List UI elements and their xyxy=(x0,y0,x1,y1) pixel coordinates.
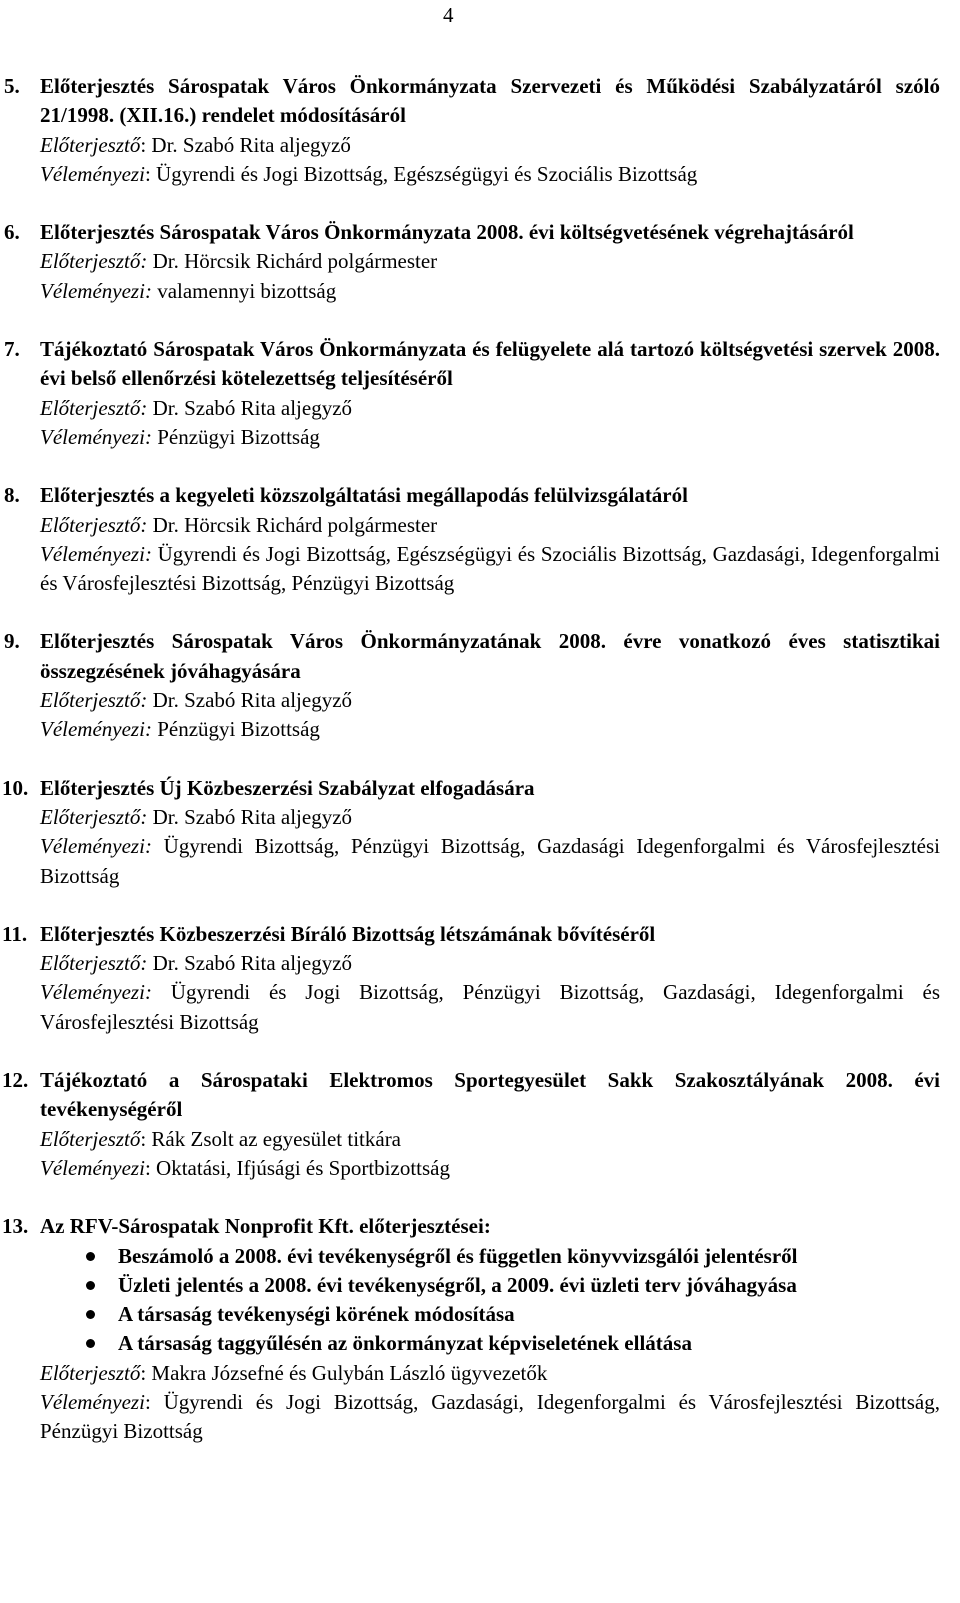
presenter-line xyxy=(40,803,940,832)
item-title: Előterjesztés Sárospatak Város Önkormányzatának 2008. évre vonatkozó éves statisztikai összegzésének jóváhagyására xyxy=(40,629,940,683)
item-number: 13. xyxy=(2,1214,29,1239)
presenter-name: Dr. Szabó Rita aljegyző xyxy=(151,132,351,157)
reviewer-line xyxy=(40,715,940,744)
reviewer-line xyxy=(40,978,940,1037)
presenter-label: Előterjesztő xyxy=(40,1360,141,1385)
item-title: Tájékoztató Sárospatak Város Önkormányzata és felügyelete alá tartozó költségvetési szervek 2008. évi belső ellenőrzési kötelezettség teljesítéséről xyxy=(40,337,940,391)
presenter-name: Dr. Szabó Rita aljegyző xyxy=(152,951,353,976)
reviewer-line xyxy=(40,277,940,306)
reviewer-names: Ügyrendi és Jogi Bizottság, Pénzügyi Bizottság, Gazdasági, Idegenforgalmi és Városfejlesztési Bizottság xyxy=(40,980,940,1034)
sub-item xyxy=(40,1242,940,1271)
sub-item-text: Üzleti jelentés a 2008. évi tevékenységről, a 2009. évi üzleti terv jóváhagyása xyxy=(118,1272,797,1297)
item-title: Előterjesztés Közbeszerzési Bíráló Bizottság létszámának bővítéséről xyxy=(40,921,656,946)
presenter-name: Dr. Szabó Rita aljegyző xyxy=(152,688,353,713)
page-number: 4 xyxy=(443,3,454,27)
agenda-item-12 xyxy=(0,1066,960,1183)
agenda-item-13 xyxy=(0,1212,960,1446)
item-number: 5. xyxy=(4,74,20,98)
item-number: 7. xyxy=(4,337,20,362)
reviewer-line xyxy=(40,540,940,599)
reviewer-names: Ügyrendi Bizottság, Pénzügyi Bizottság, Gazdasági Idegenforgalmi és Városfejlesztési Bizottság xyxy=(40,834,940,888)
reviewer-names: Oktatási, Ifjúsági és Sportbizottság xyxy=(156,1155,450,1180)
bullet-icon xyxy=(86,1252,95,1261)
reviewer-line xyxy=(40,1154,940,1183)
reviewer-line xyxy=(40,423,940,452)
presenter-line xyxy=(40,949,940,978)
presenter-name: Dr. Szabó Rita aljegyző xyxy=(152,804,353,829)
item-title: Tájékoztató a Sárospataki Elektromos Sportegyesület Sakk Szakosztályának 2008. évi tevékenységéről xyxy=(40,1068,940,1122)
item-title: Előterjesztés a kegyeleti közszolgáltatási megállapodás felülvizsgálatáról xyxy=(40,483,688,508)
item-number: 8. xyxy=(4,483,20,508)
reviewer-separator xyxy=(152,834,164,858)
reviewer-label: Véleményezi: xyxy=(40,278,152,303)
reviewer-line xyxy=(40,1388,940,1447)
presenter-name: Makra Józsefné és Gulybán László ügyvezetők xyxy=(151,1360,548,1385)
agenda-item-8 xyxy=(0,481,960,598)
reviewer-separator: : xyxy=(144,1155,157,1180)
presenter-separator: : xyxy=(140,132,152,157)
sub-item-text: A társaság tevékenységi körének módosítása xyxy=(118,1302,515,1327)
presenter-line xyxy=(40,394,940,423)
presenter-line xyxy=(40,247,940,276)
item-number: 10. xyxy=(2,775,29,800)
reviewer-label: Véleményezi: xyxy=(40,541,152,566)
item-number: 9. xyxy=(4,629,20,654)
presenter-label: Előterjesztő: xyxy=(40,804,148,829)
reviewer-names: Pénzügyi Bizottság xyxy=(157,424,320,449)
agenda-item-10 xyxy=(0,774,960,891)
sub-item xyxy=(40,1329,940,1358)
reviewer-names: Pénzügyi Bizottság xyxy=(157,717,320,742)
presenter-separator: : xyxy=(140,1360,152,1385)
reviewer-names: Ügyrendi és Jogi Bizottság, Egészségügyi és Szociális Bizottság xyxy=(156,161,698,186)
reviewer-label: Véleményezi: xyxy=(40,424,152,449)
reviewer-names: Ügyrendi és Jogi Bizottság, Egészségügyi és Szociális Bizottság, Gazdasági, Idegenforgalmi és Városfejlesztési Bizottság, Pénzügyi Bizottság xyxy=(40,541,940,596)
reviewer-separator xyxy=(152,980,171,1004)
presenter-name: Dr. Szabó Rita aljegyző xyxy=(152,395,353,420)
presenter-line xyxy=(40,131,940,160)
presenter-separator: : xyxy=(140,1126,152,1151)
reviewer-label: Véleményezi: xyxy=(40,980,152,1005)
sub-item-text: Beszámoló a 2008. évi tevékenységről és független könyvvizsgálói jelentésről xyxy=(118,1243,798,1268)
agenda-item-7 xyxy=(0,335,960,452)
item-number: 6. xyxy=(4,220,20,245)
reviewer-names: Ügyrendi és Jogi Bizottság, Gazdasági, Idegenforgalmi és Városfejlesztési Bizottság, Pénzügyi Bizottság xyxy=(40,1389,940,1444)
sub-item-text: A társaság taggyűlésén az önkormányzat képviseletének ellátása xyxy=(118,1331,692,1356)
reviewer-label: Véleményezi: xyxy=(40,834,152,859)
presenter-line xyxy=(40,1125,940,1154)
presenter-label: Előterjesztő: xyxy=(40,951,148,976)
item-title: Előterjesztés Új Közbeszerzési Szabályzat elfogadására xyxy=(40,775,535,800)
reviewer-line xyxy=(40,160,940,189)
bullet-icon xyxy=(86,1339,95,1348)
reviewer-label: Véleményezi: xyxy=(40,717,152,742)
sub-item xyxy=(40,1271,940,1300)
presenter-line xyxy=(40,1359,940,1388)
bullet-icon xyxy=(86,1310,95,1319)
presenter-name: Rák Zsolt az egyesület titkára xyxy=(151,1126,402,1151)
item-title: Előterjesztés Sárospatak Város Önkormányzata Szervezeti és Működési Szabályzatáról szóló 21/1998. (XII.16.) rendelet módosításáról xyxy=(40,74,940,128)
item-number: 12. xyxy=(2,1068,29,1093)
presenter-label: Előterjesztő xyxy=(40,132,141,157)
item-title: Előterjesztés Sárospatak Város Önkormányzata 2008. évi költségvetésének végrehajtásáról xyxy=(40,220,854,245)
agenda-item-6 xyxy=(0,218,960,306)
presenter-label: Előterjesztő: xyxy=(40,688,148,713)
presenter-line xyxy=(40,511,940,540)
reviewer-label: Véleményezi xyxy=(40,1155,145,1180)
reviewer-separator: : xyxy=(144,161,157,186)
agenda-item-9 xyxy=(0,627,960,744)
agenda-item-11 xyxy=(0,920,960,1037)
sub-item-list xyxy=(40,1242,940,1359)
item-title: Az RFV-Sárospatak Nonprofit Kft. előterjesztései: xyxy=(40,1214,491,1239)
presenter-name: Dr. Hörcsik Richárd polgármester xyxy=(152,512,438,537)
sub-item xyxy=(40,1300,940,1329)
reviewer-line xyxy=(40,832,940,891)
presenter-line xyxy=(40,686,940,715)
bullet-icon xyxy=(86,1281,95,1290)
presenter-label: Előterjesztő: xyxy=(40,512,148,537)
reviewer-names: valamennyi bizottság xyxy=(157,278,337,303)
agenda-list xyxy=(0,72,960,1447)
reviewer-separator: : xyxy=(144,1389,164,1414)
reviewer-label: Véleményezi xyxy=(40,1389,145,1414)
presenter-label: Előterjesztő xyxy=(40,1126,141,1151)
reviewer-label: Véleményezi xyxy=(40,161,145,186)
agenda-item-5 xyxy=(0,72,960,189)
presenter-label: Előterjesztő: xyxy=(40,249,148,274)
presenter-name: Dr. Hörcsik Richárd polgármester xyxy=(152,249,438,274)
item-number: 11. xyxy=(2,921,28,946)
presenter-label: Előterjesztő: xyxy=(40,395,148,420)
